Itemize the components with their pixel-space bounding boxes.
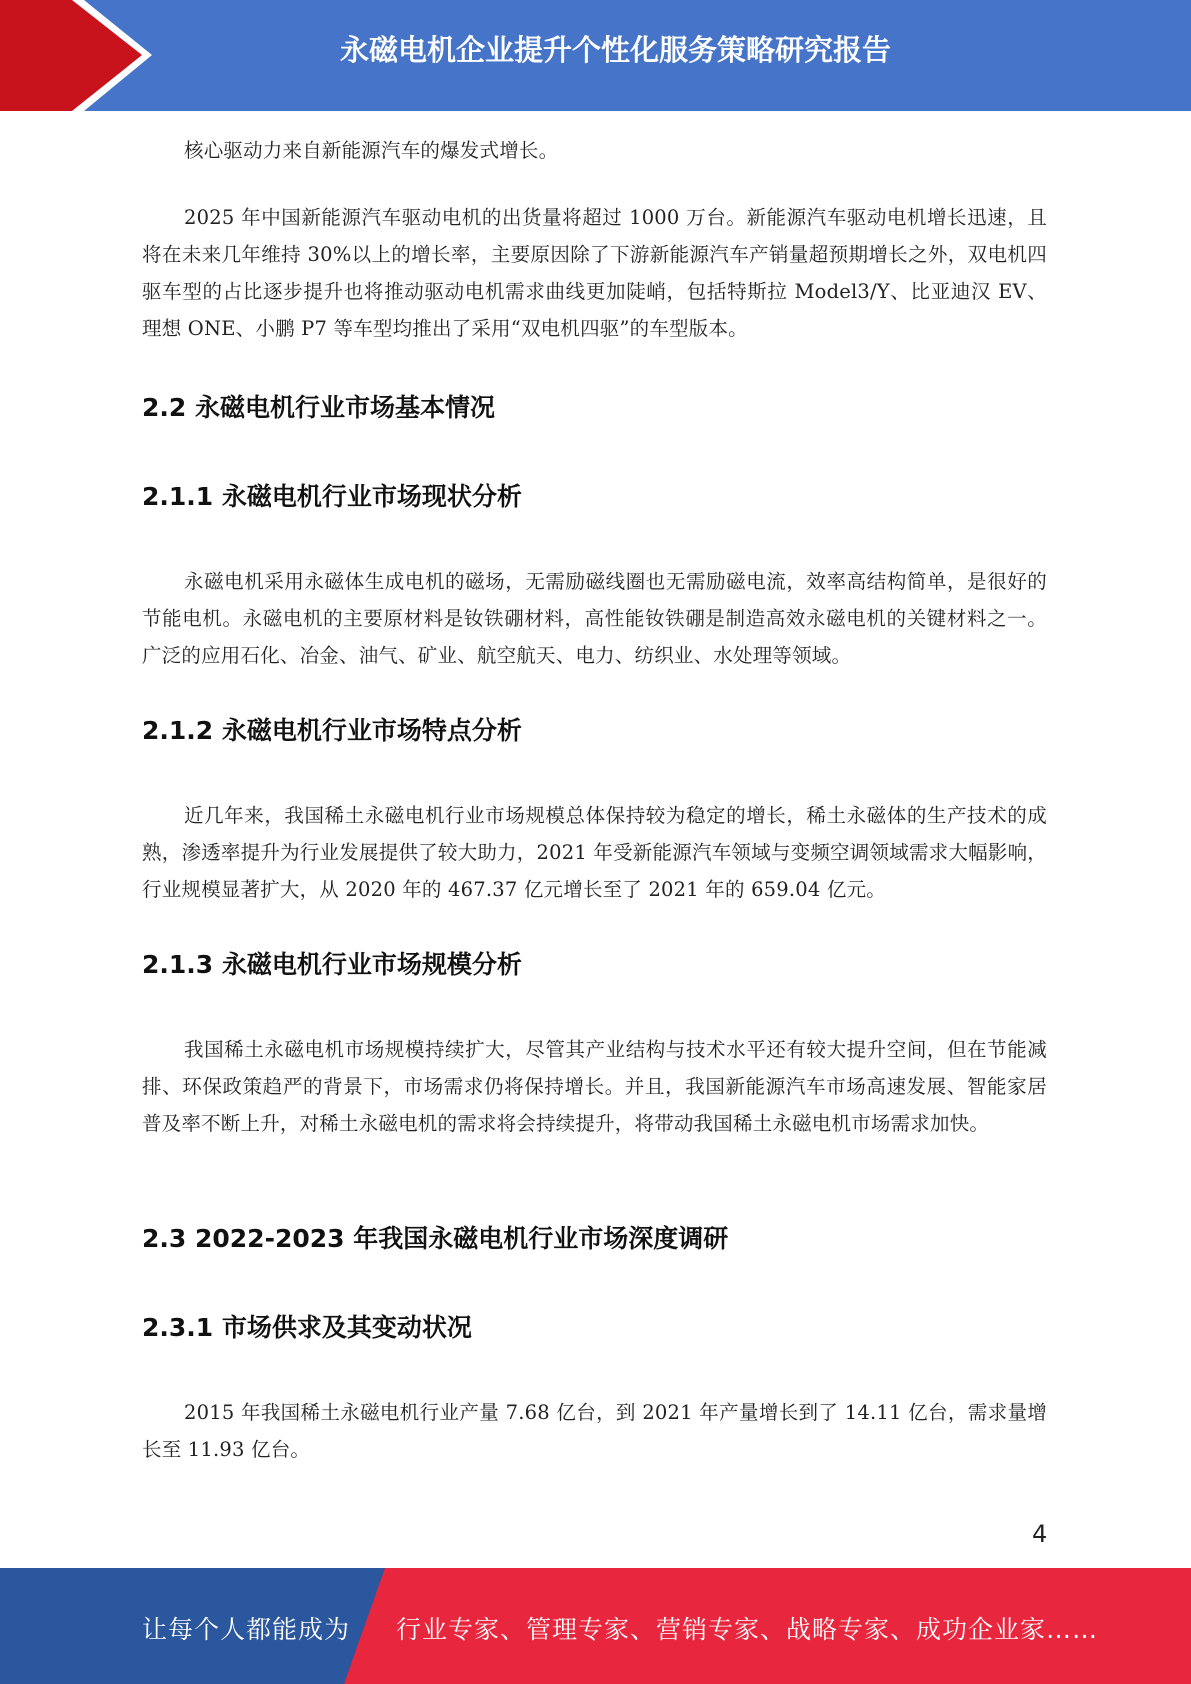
page-number: 4 bbox=[1032, 1520, 1048, 1548]
section-heading: 2.3 2022-2023 年我国永磁电机行业市场深度调研 bbox=[142, 1224, 729, 1253]
page-content bbox=[142, 132, 1047, 1468]
paragraph: 我国稀土永磁电机市场规模持续扩大，尽管其产业结构与技术水平还有较大提升空间，但在节能减排、环保政策趋严的背景下，市场需求仍将保持增长。并且，我国新能源汽车市场高速发展、智能家居普及率不断上升，对稀土永磁电机的需求将会持续提升，将带动我国稀土永磁电机市场需求加快。 bbox=[142, 1038, 1047, 1135]
footer-slogan-right: 行业专家、管理专家、营销专家、战略专家、成功企业家…… bbox=[396, 1615, 1099, 1644]
paragraph: 近几年来，我国稀土永磁电机行业市场规模总体保持较为稳定的增长，稀土永磁体的生产技术的成熟，渗透率提升为行业发展提供了较大助力，2021 年受新能源汽车领域与变频空调领域需求大幅影响，行业规模显著扩大，从 2020 年的 467.37 亿元增长至了 2021 年的 659.04 亿元。 bbox=[142, 804, 1047, 901]
subsection-heading: 2.1.1 永磁电机行业市场现状分析 bbox=[142, 482, 522, 511]
subsection-heading: 2.1.3 永磁电机行业市场规模分析 bbox=[142, 950, 522, 979]
paragraph: 核心驱动力来自新能源汽车的爆发式增长。 bbox=[184, 139, 559, 162]
section-heading: 2.2 永磁电机行业市场基本情况 bbox=[142, 393, 495, 422]
footer-slogan-left: 让每个人都能成为 bbox=[142, 1615, 351, 1644]
subsection-heading: 2.3.1 市场供求及其变动状况 bbox=[142, 1313, 472, 1342]
report-title: 永磁电机企业提升个性化服务策略研究报告 bbox=[339, 33, 891, 67]
paragraph: 2025 年中国新能源汽车驱动电机的出货量将超过 1000 万台。新能源汽车驱动电机增长迅速，且将在未来几年维持 30%以上的增长率，主要原因除了下游新能源汽车产销量超预期增长之外，双电机四驱车型的占比逐步提升也将推动驱动电机需求曲线更加陡峭，包括特斯拉 Model3/Y、比亚迪汉 EV、理想 ONE、小鹏 P7 等车型均推出了采用“双电机四驱”的车型版本。 bbox=[142, 206, 1047, 340]
subsection-heading: 2.1.2 永磁电机行业市场特点分析 bbox=[142, 716, 522, 745]
paragraph: 永磁电机采用永磁体生成电机的磁场，无需励磁线圈也无需励磁电流，效率高结构简单，是很好的节能电机。永磁电机的主要原材料是钕铁硼材料，高性能钕铁硼是制造高效永磁电机的关键材料之一。广泛的应用石化、冶金、油气、矿业、航空航天、电力、纺织业、水处理等领域。 bbox=[142, 570, 1047, 667]
paragraph: 2015 年我国稀土永磁电机行业产量 7.68 亿台，到 2021 年产量增长到了 14.11 亿台，需求量增长至 11.93 亿台。 bbox=[142, 1401, 1047, 1461]
